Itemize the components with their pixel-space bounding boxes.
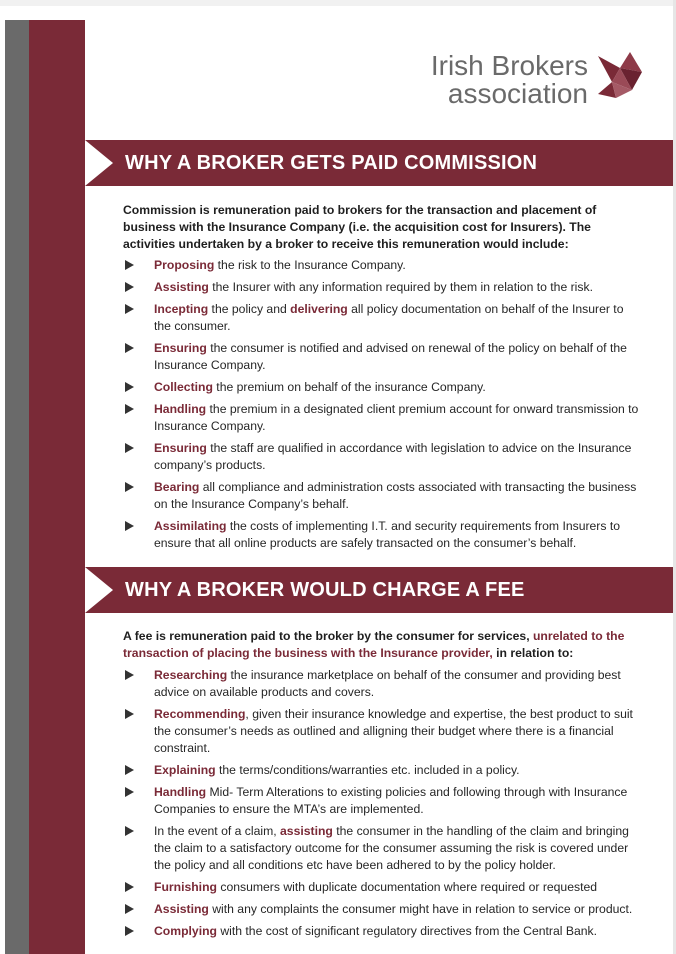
banner-arrow: [85, 567, 113, 613]
logo-mark-icon: [594, 50, 646, 102]
item-text: Mid- Term Alterations to existing policies and following through with Insurance Companies to ensure the MTA’s are implemented.: [154, 785, 628, 816]
section1-title: WHY A BROKER GETS PAID COMMISSION: [125, 152, 538, 174]
bullet-arrow-icon: [125, 787, 134, 797]
section1-list: [122, 257, 642, 557]
item-text: the risk to the Insurance Company.: [214, 258, 406, 272]
item-keyword: Complying: [154, 924, 217, 938]
item-keyword: Bearing: [154, 480, 200, 494]
list-item: [122, 257, 642, 274]
item-keyword: Researching: [154, 668, 228, 682]
item-keyword: Ensuring: [154, 341, 207, 355]
item-text: In the event of a claim,: [154, 824, 281, 838]
list-item: [122, 901, 642, 918]
bullet-arrow-icon: [125, 826, 134, 836]
item-text: the premium on behalf of the insurance Company.: [212, 380, 486, 394]
item-text: the consumer is notified and advised on renewal of the policy on behalf of the Insurance Company.: [154, 341, 627, 372]
item-keyword: Assisting: [154, 280, 209, 294]
section1-banner: [85, 140, 673, 186]
item-keyword: Proposing: [154, 258, 215, 272]
item-keyword: Handling: [154, 402, 207, 416]
list-item: [122, 762, 642, 779]
list-item: [122, 879, 642, 896]
logo-line2: association: [447, 78, 588, 109]
logo-line1: Irish Brokers: [430, 50, 588, 81]
list-item: [122, 667, 642, 701]
list-item: [122, 923, 642, 940]
section2-intro-a: A fee is remuneration paid to the broker by the consumer for services,: [123, 629, 533, 643]
item-keyword: Ensuring: [154, 441, 207, 455]
item-text: the terms/conditions/warranties etc. included in a policy.: [215, 763, 520, 777]
logo-wordmark: [431, 52, 588, 108]
bullet-arrow-icon: [125, 304, 134, 314]
item-text: the Insurer with any information required by them in relation to the risk.: [208, 280, 593, 294]
item-keyword: Recommending: [154, 707, 246, 721]
bullet-arrow-icon: [125, 521, 134, 531]
list-item: [122, 706, 642, 757]
item-text: the consumer in the handling of the claim and bringing the claim to a satisfactory outcome for the consumer assuming the risk is covered under the policy and all conditions etc have been adhered to by the policy holder.: [154, 824, 629, 872]
item-text: the staff are qualified in accordance with legislation to advice on the Insurance company’s products.: [154, 441, 632, 472]
list-item: [122, 340, 642, 374]
section2-intro-b: in relation to:: [492, 646, 574, 660]
item-text: the costs of implementing I.T. and security requirements from Insurers to ensure that all online products are safely transacted on the consumer’s behalf.: [154, 519, 621, 550]
item-keyword: Incepting: [154, 302, 209, 316]
list-item: [122, 279, 642, 296]
item-keyword: Assimilating: [154, 519, 227, 533]
item-keyword: Explaining: [154, 763, 216, 777]
side-stripe-gray: [5, 20, 29, 954]
section2-title: WHY A BROKER WOULD CHARGE A FEE: [125, 579, 525, 601]
item-keyword: Handling: [154, 785, 207, 799]
bullet-arrow-icon: [125, 282, 134, 292]
irish-brokers-logo: [406, 42, 646, 114]
list-item: [122, 479, 642, 513]
item-text: all compliance and administration costs associated with transacting the business on the Insurance Company’s behalf.: [154, 480, 637, 511]
section2-intro-accent: unrelated to the transaction of placing the business with the Insurance provider,: [123, 629, 625, 660]
item-keyword: Collecting: [154, 380, 213, 394]
list-item: [122, 401, 642, 435]
item-text: with the cost of significant regulatory directives from the Central Bank.: [216, 924, 597, 938]
bullet-arrow-icon: [125, 443, 134, 453]
list-item: [122, 301, 642, 335]
item-keyword: delivering: [290, 302, 348, 316]
bullet-arrow-icon: [125, 343, 134, 353]
item-keyword: Furnishing: [154, 880, 217, 894]
item-text: the premium in a designated client premium account for onward transmission to Insurance Company.: [154, 402, 639, 433]
section2-banner: [85, 567, 673, 613]
page-edge: [0, 0, 676, 6]
bullet-arrow-icon: [125, 882, 134, 892]
item-text: , given their insurance knowledge and expertise, the best product to suit the consumer’s needs as outlined and alligning their budget where there is a financial constraint.: [154, 707, 633, 755]
section2-list: [122, 667, 642, 945]
item-text: consumers with duplicate documentation where required or requested: [216, 880, 598, 894]
item-text: the policy and: [208, 302, 291, 316]
bullet-arrow-icon: [125, 765, 134, 775]
bullet-arrow-icon: [125, 382, 134, 392]
list-item: [122, 823, 642, 874]
list-item: [122, 784, 642, 818]
item-text: with any complaints the consumer might have in relation to service or product.: [208, 902, 633, 916]
item-text: the insurance marketplace on behalf of the consumer and providing best advice on available products and covers.: [154, 668, 621, 699]
list-item: [122, 518, 642, 552]
item-text: all policy documentation on behalf of the Insurer to the consumer.: [154, 302, 624, 333]
bullet-arrow-icon: [125, 709, 134, 719]
banner-arrow: [85, 140, 113, 186]
section2-intro: [123, 628, 643, 662]
bullet-arrow-icon: [125, 926, 134, 936]
section1-intro: Commission is remuneration paid to brokers for the transaction and placement of business with the Insurance Company (i.e. the acquisition cost for Insurers). The activities undertaken by a broker to receive this remuneration would include:: [123, 203, 597, 251]
item-keyword: Assisting: [154, 902, 209, 916]
bullet-arrow-icon: [125, 404, 134, 414]
bullet-arrow-icon: [125, 482, 134, 492]
item-keyword: assisting: [280, 824, 333, 838]
list-item: [122, 379, 642, 396]
bullet-arrow-icon: [125, 904, 134, 914]
bullet-arrow-icon: [125, 260, 134, 270]
list-item: [122, 440, 642, 474]
side-stripe-maroon: [29, 20, 85, 954]
bullet-arrow-icon: [125, 670, 134, 680]
